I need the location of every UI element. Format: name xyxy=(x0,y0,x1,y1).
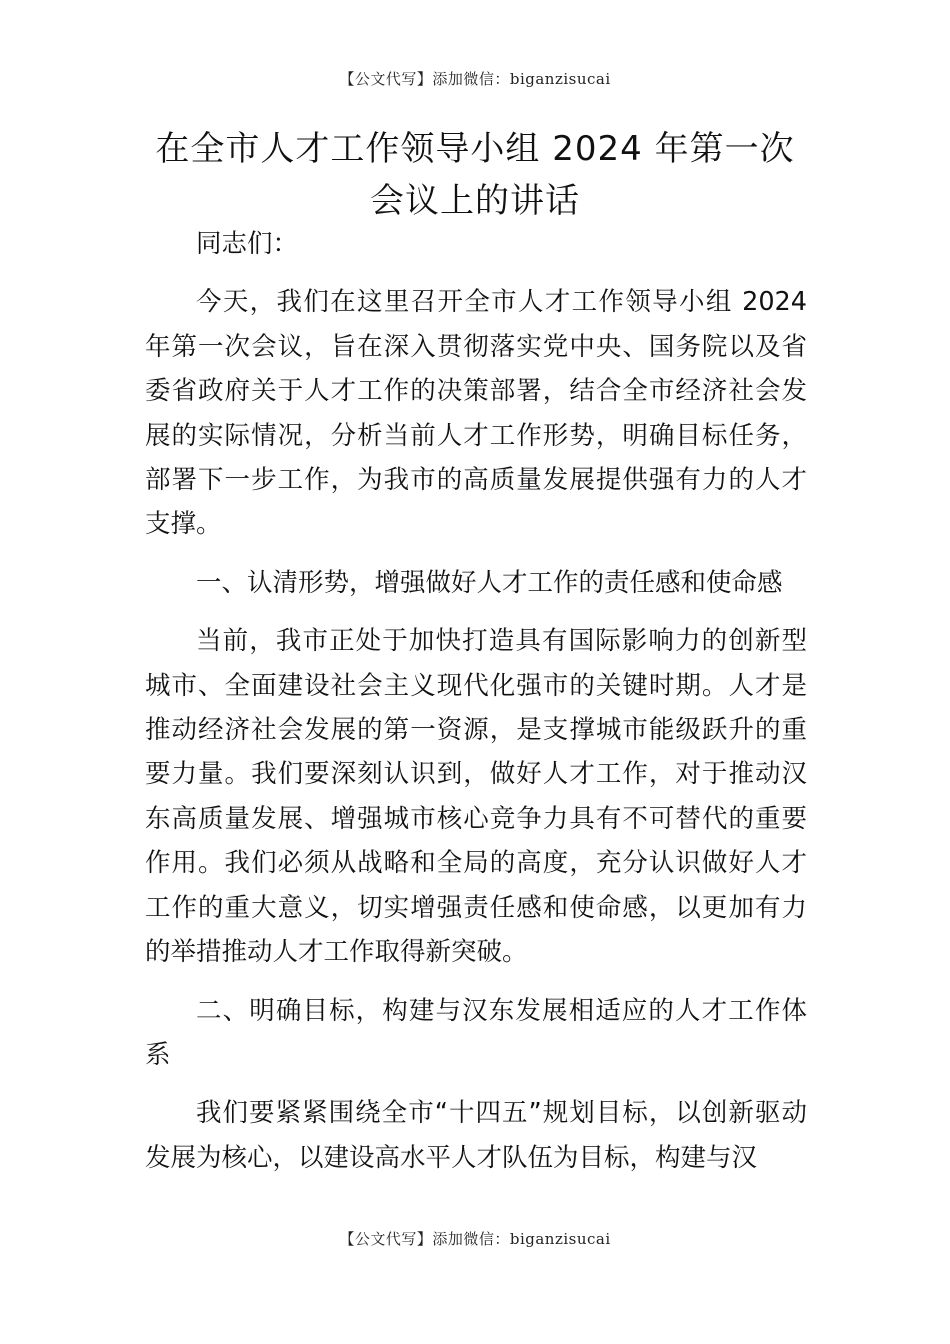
section-heading-2: 二、明确目标，构建与汉东发展相适应的人才工作体系 xyxy=(145,995,807,1070)
paragraph-situation: 当前，我市正处于加快打造具有国际影响力的创新型城市、全面建设社会主义现代化强市的关键时期。人才是推动经济社会发展的第一资源，是支撑城市能级跃升的重要力量。我们要深刻认识到，做好人才工作，对于推动汉东高质量发展、增强城市核心竞争力具有不可替代的重要作用。我们必须从战略和全局的高度，充分认识做好人才工作的重大意义，切实增强责任感和使命感，以更加有力的举措推动人才工作取得新突破。 xyxy=(145,626,807,968)
section-heading-1: 一、认清形势，增强做好人才工作的责任感和使命感 xyxy=(196,567,783,598)
footer-watermark-note: 【公文代写】添加微信：biganzisucai xyxy=(339,1230,611,1248)
paragraph-intro: 今天，我们在这里召开全市人才工作领导小组 2024 年第一次会议，旨在深入贯彻落实党中央、国务院以及省委省政府关于人才工作的决策部署，结合全市经济社会发展的实际情况，分析当前人才工作形势，明确目标任务，部署下一步工作，为我市的高质量发展提供强有力的人才支撑。 xyxy=(145,287,807,540)
document-title: 在全市人才工作领导小组 2024 年第一次会议上的讲话 xyxy=(155,129,795,221)
paragraph-goals: 我们要紧紧围绕全市“十四五”规划目标，以创新驱动发展为核心，以建设高水平人才队伍为目标，构建与汉 xyxy=(145,1098,807,1173)
document-body xyxy=(145,222,807,1194)
salutation: 同志们： xyxy=(196,229,299,259)
header-watermark-note: 【公文代写】添加微信：biganzisucai xyxy=(339,70,611,88)
